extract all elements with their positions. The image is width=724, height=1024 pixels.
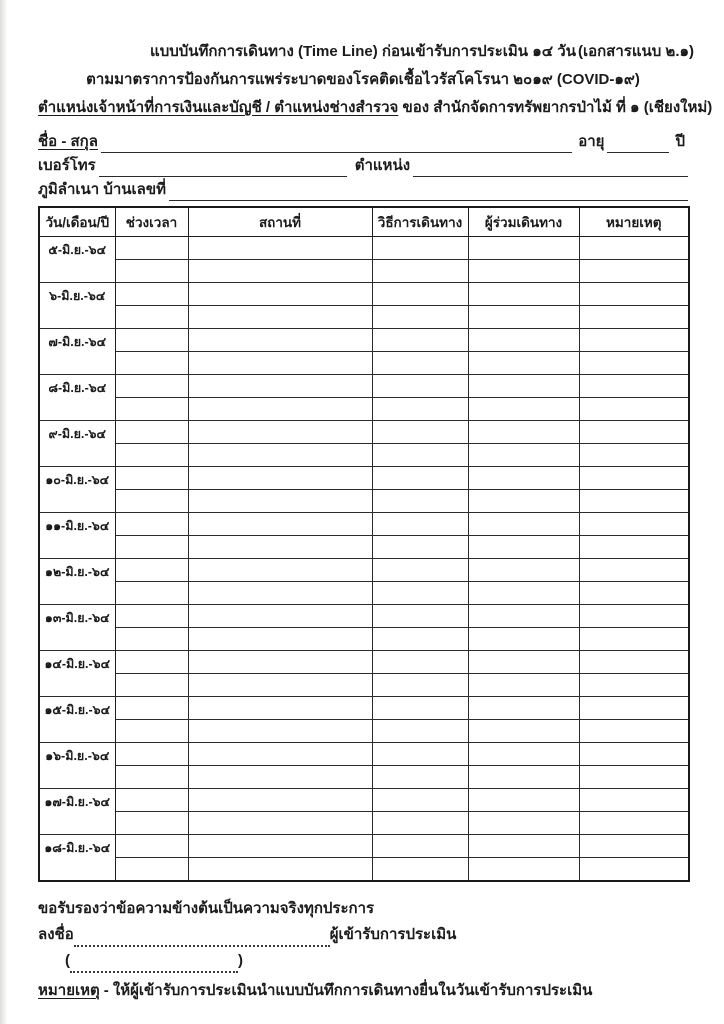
date-cell: ๙-มิ.ย.-๖๔ (39, 421, 115, 467)
entry-cell (115, 513, 188, 536)
entry-cell (372, 605, 468, 628)
entry-cell (468, 812, 579, 835)
note-label: หมายเหตุ (38, 982, 100, 999)
entry-cell (188, 559, 372, 582)
entry-cell (115, 398, 188, 421)
sign-label: ลงชื่อ (38, 926, 74, 943)
entry-cell (188, 467, 372, 490)
timeline-row (39, 490, 689, 513)
entry-cell (115, 651, 188, 674)
timeline-table-body (39, 237, 689, 882)
entry-cell (188, 352, 372, 375)
entry-cell (372, 835, 468, 858)
entry-cell (188, 513, 372, 536)
date-cell: ๑๘-มิ.ย.-๖๔ (39, 835, 115, 882)
timeline-row (39, 260, 689, 283)
entry-cell (468, 858, 579, 882)
position-label: ตำแหน่ง (354, 157, 411, 174)
entry-cell (372, 536, 468, 559)
entry-cell (579, 697, 689, 720)
entry-cell (372, 260, 468, 283)
entry-cell (579, 605, 689, 628)
entry-cell (468, 283, 579, 306)
entry-cell (372, 421, 468, 444)
address-field-row (38, 177, 688, 201)
entry-cell (579, 766, 689, 789)
entry-cell (579, 444, 689, 467)
entry-cell (115, 444, 188, 467)
entry-cell (188, 375, 372, 398)
entry-cell (468, 421, 579, 444)
entry-cell (579, 674, 689, 697)
col-header-date: วัน/เดือน/ปี (39, 207, 115, 237)
timeline-row (39, 789, 689, 812)
entry-cell (468, 582, 579, 605)
entry-cell (468, 467, 579, 490)
entry-cell (579, 858, 689, 882)
entry-cell (188, 306, 372, 329)
form-content (38, 38, 713, 1003)
timeline-row (39, 766, 689, 789)
entry-cell (115, 375, 188, 398)
entry-cell (468, 720, 579, 743)
entry-cell (115, 674, 188, 697)
entry-cell (188, 582, 372, 605)
signature-dotted-line (74, 926, 330, 947)
timeline-row (39, 720, 689, 743)
entry-cell (579, 513, 689, 536)
entry-cell (468, 536, 579, 559)
entry-cell (579, 536, 689, 559)
entry-cell (468, 444, 579, 467)
entry-cell (468, 743, 579, 766)
entry-cell (372, 582, 468, 605)
entry-cell (188, 651, 372, 674)
entry-cell (115, 858, 188, 882)
entry-cell (372, 766, 468, 789)
date-cell: ๑๓-มิ.ย.-๖๔ (39, 605, 115, 651)
entry-cell (115, 283, 188, 306)
entry-cell (115, 743, 188, 766)
position-blank-line (413, 156, 688, 177)
entry-cell (115, 421, 188, 444)
entry-cell (372, 559, 468, 582)
entry-cell (579, 306, 689, 329)
name-field-row (38, 129, 688, 153)
certification-text: ขอรับรองว่าข้อความข้างต้นเป็นความจริงทุกประการ (38, 900, 375, 917)
timeline-row (39, 352, 689, 375)
entry-cell (372, 237, 468, 260)
entry-cell (115, 467, 188, 490)
timeline-row (39, 697, 689, 720)
date-cell: ๑๕-มิ.ย.-๖๔ (39, 697, 115, 743)
entry-cell (115, 605, 188, 628)
years-label: ปี (675, 133, 685, 150)
signature-name-dotted-line (70, 952, 238, 973)
doc-title-line2: ตามมาตราการป้องกันการแพร่ระบาดของโรคติดเชื้อไวรัสโคโรนา ๒๐๑๙ (COVID-๑๙) (86, 71, 640, 88)
name-blank-line (101, 132, 572, 153)
entry-cell (468, 651, 579, 674)
entry-cell (115, 260, 188, 283)
date-cell: ๑๑-มิ.ย.-๖๔ (39, 513, 115, 559)
col-header-companions: ผู้ร่วมเดินทาง (468, 207, 579, 237)
timeline-row (39, 398, 689, 421)
entry-cell (468, 329, 579, 352)
timeline-row (39, 858, 689, 882)
entry-cell (188, 237, 372, 260)
entry-cell (188, 674, 372, 697)
entry-cell (115, 352, 188, 375)
date-cell: ๑๔-มิ.ย.-๖๔ (39, 651, 115, 697)
entry-cell (115, 766, 188, 789)
entry-cell (188, 421, 372, 444)
entry-cell (372, 674, 468, 697)
entry-cell (468, 559, 579, 582)
doc-title-line1: แบบบันทึกการเดินทาง (Time Line) ก่อนเข้ารับการประเมิน ๑๔ วัน (150, 43, 576, 60)
timeline-row (39, 283, 689, 306)
timeline-row (39, 651, 689, 674)
entry-cell (188, 444, 372, 467)
entry-cell (579, 743, 689, 766)
timeline-row (39, 835, 689, 858)
entry-cell (468, 490, 579, 513)
timeline-row (39, 605, 689, 628)
date-cell: ๑๒-มิ.ย.-๖๔ (39, 559, 115, 605)
entry-cell (468, 789, 579, 812)
entry-cell (372, 720, 468, 743)
date-cell: ๘-มิ.ย.-๖๔ (39, 375, 115, 421)
entry-cell (579, 812, 689, 835)
entry-cell (372, 306, 468, 329)
entry-cell (372, 789, 468, 812)
entry-cell (188, 628, 372, 651)
entry-cell (579, 720, 689, 743)
entry-cell (188, 858, 372, 882)
entry-cell (188, 398, 372, 421)
note-text: - ให้ผู้เข้ารับการประเมินนำแบบบันทึกการเดินทางยื่นในวันเข้ารับการประเมิน (103, 982, 593, 999)
scan-edge-shadow (0, 0, 7, 1024)
entry-cell (188, 835, 372, 858)
entry-cell (372, 352, 468, 375)
entry-cell (468, 697, 579, 720)
entry-cell (188, 766, 372, 789)
entry-cell (372, 490, 468, 513)
entry-cell (372, 743, 468, 766)
entry-cell (579, 352, 689, 375)
entry-cell (468, 628, 579, 651)
entry-cell (115, 628, 188, 651)
entry-cell (579, 375, 689, 398)
col-header-remarks: หมายเหตุ (579, 207, 689, 237)
entry-cell (372, 812, 468, 835)
entry-cell (468, 306, 579, 329)
entry-cell (188, 490, 372, 513)
timeline-row (39, 329, 689, 352)
entry-cell (188, 260, 372, 283)
entry-cell (115, 720, 188, 743)
timeline-row (39, 812, 689, 835)
timeline-row (39, 467, 689, 490)
entry-cell (115, 559, 188, 582)
entry-cell (372, 375, 468, 398)
entry-cell (372, 628, 468, 651)
entry-cell (468, 237, 579, 260)
table-header-row (39, 207, 689, 237)
entry-cell (188, 697, 372, 720)
entry-cell (188, 720, 372, 743)
phone-blank-line (99, 156, 347, 177)
timeline-row (39, 513, 689, 536)
timeline-row (39, 674, 689, 697)
date-cell: ๑๖-มิ.ย.-๖๔ (39, 743, 115, 789)
position-underlined-text: ตำแหน่งเจ้าหน้าที่การเงินและบัญชี / ตำแหน่งช่างสำรวจ (38, 99, 399, 116)
entry-cell (372, 398, 468, 421)
age-label: อายุ (578, 133, 605, 150)
assessee-label: ผู้เข้ารับการประเมิน (329, 926, 457, 943)
timeline-row (39, 743, 689, 766)
entry-cell (115, 789, 188, 812)
entry-cell (579, 559, 689, 582)
entry-cell (372, 651, 468, 674)
signature-name-row (65, 947, 688, 973)
entry-cell (579, 283, 689, 306)
entry-cell (579, 237, 689, 260)
entry-cell (188, 789, 372, 812)
timeline-row (39, 582, 689, 605)
entry-cell (372, 697, 468, 720)
timeline-table (38, 206, 690, 882)
entry-cell (579, 490, 689, 513)
entry-cell (579, 398, 689, 421)
entry-cell (468, 835, 579, 858)
entry-cell (372, 858, 468, 882)
entry-cell (115, 490, 188, 513)
timeline-row (39, 444, 689, 467)
entry-cell (579, 421, 689, 444)
entry-cell (188, 743, 372, 766)
entry-cell (372, 467, 468, 490)
timeline-row (39, 237, 689, 260)
address-blank-line (169, 180, 688, 201)
entry-cell (468, 605, 579, 628)
entry-cell (188, 329, 372, 352)
address-label: ภูมิลำเนา บ้านเลขที่ (38, 181, 167, 198)
entry-cell (579, 260, 689, 283)
entry-cell (579, 329, 689, 352)
timeline-row (39, 559, 689, 582)
entry-cell (115, 329, 188, 352)
timeline-row (39, 375, 689, 398)
entry-cell (115, 697, 188, 720)
entry-cell (468, 513, 579, 536)
entry-cell (579, 789, 689, 812)
footer-block (38, 895, 688, 1003)
entry-cell (579, 467, 689, 490)
entry-cell (372, 513, 468, 536)
entry-cell (372, 283, 468, 306)
entry-cell (188, 536, 372, 559)
entry-cell (115, 237, 188, 260)
paren-open: ( (65, 952, 70, 969)
col-header-time-range: ช่วงเวลา (115, 207, 188, 237)
entry-cell (468, 352, 579, 375)
entry-cell (579, 835, 689, 858)
entry-cell (579, 651, 689, 674)
col-header-place: สถานที่ (188, 207, 372, 237)
timeline-row (39, 421, 689, 444)
entry-cell (468, 674, 579, 697)
entry-cell (372, 444, 468, 467)
entry-cell (468, 766, 579, 789)
doc-title-line3 (38, 94, 713, 122)
org-text: ของ สำนักจัดการทรัพยากรป่าไม้ ที่ ๑ (เชียงใหม่) (398, 99, 713, 116)
col-header-travel-method: วิธีการเดินทาง (372, 207, 468, 237)
entry-cell (579, 628, 689, 651)
entry-cell (115, 306, 188, 329)
entry-cell (188, 812, 372, 835)
doc-title-line1-wrap (38, 38, 694, 66)
name-label: ชื่อ - สกุล (38, 133, 98, 150)
entry-cell (468, 260, 579, 283)
phone-field-row (38, 153, 688, 177)
date-cell: ๖-มิ.ย.-๖๔ (39, 283, 115, 329)
date-cell: ๑๐-มิ.ย.-๖๔ (39, 467, 115, 513)
entry-cell (115, 536, 188, 559)
date-cell: ๗-มิ.ย.-๖๔ (39, 329, 115, 375)
age-blank-line (607, 132, 669, 153)
phone-label: เบอร์โทร (38, 157, 96, 174)
entry-cell (468, 398, 579, 421)
date-cell: ๑๗-มิ.ย.-๖๔ (39, 789, 115, 835)
entry-cell (468, 375, 579, 398)
entry-cell (579, 582, 689, 605)
entry-cell (115, 582, 188, 605)
note-row (38, 977, 688, 1003)
date-cell: ๕-มิ.ย.-๖๔ (39, 237, 115, 283)
timeline-row (39, 628, 689, 651)
paren-close: ) (238, 952, 243, 969)
entry-cell (115, 812, 188, 835)
entry-cell (372, 329, 468, 352)
timeline-row (39, 536, 689, 559)
entry-cell (188, 283, 372, 306)
entry-cell (188, 605, 372, 628)
entry-cell (115, 835, 188, 858)
timeline-row (39, 306, 689, 329)
signature-row (38, 921, 688, 947)
attachment-note: (เอกสารแนบ ๒.๑) (577, 43, 694, 60)
